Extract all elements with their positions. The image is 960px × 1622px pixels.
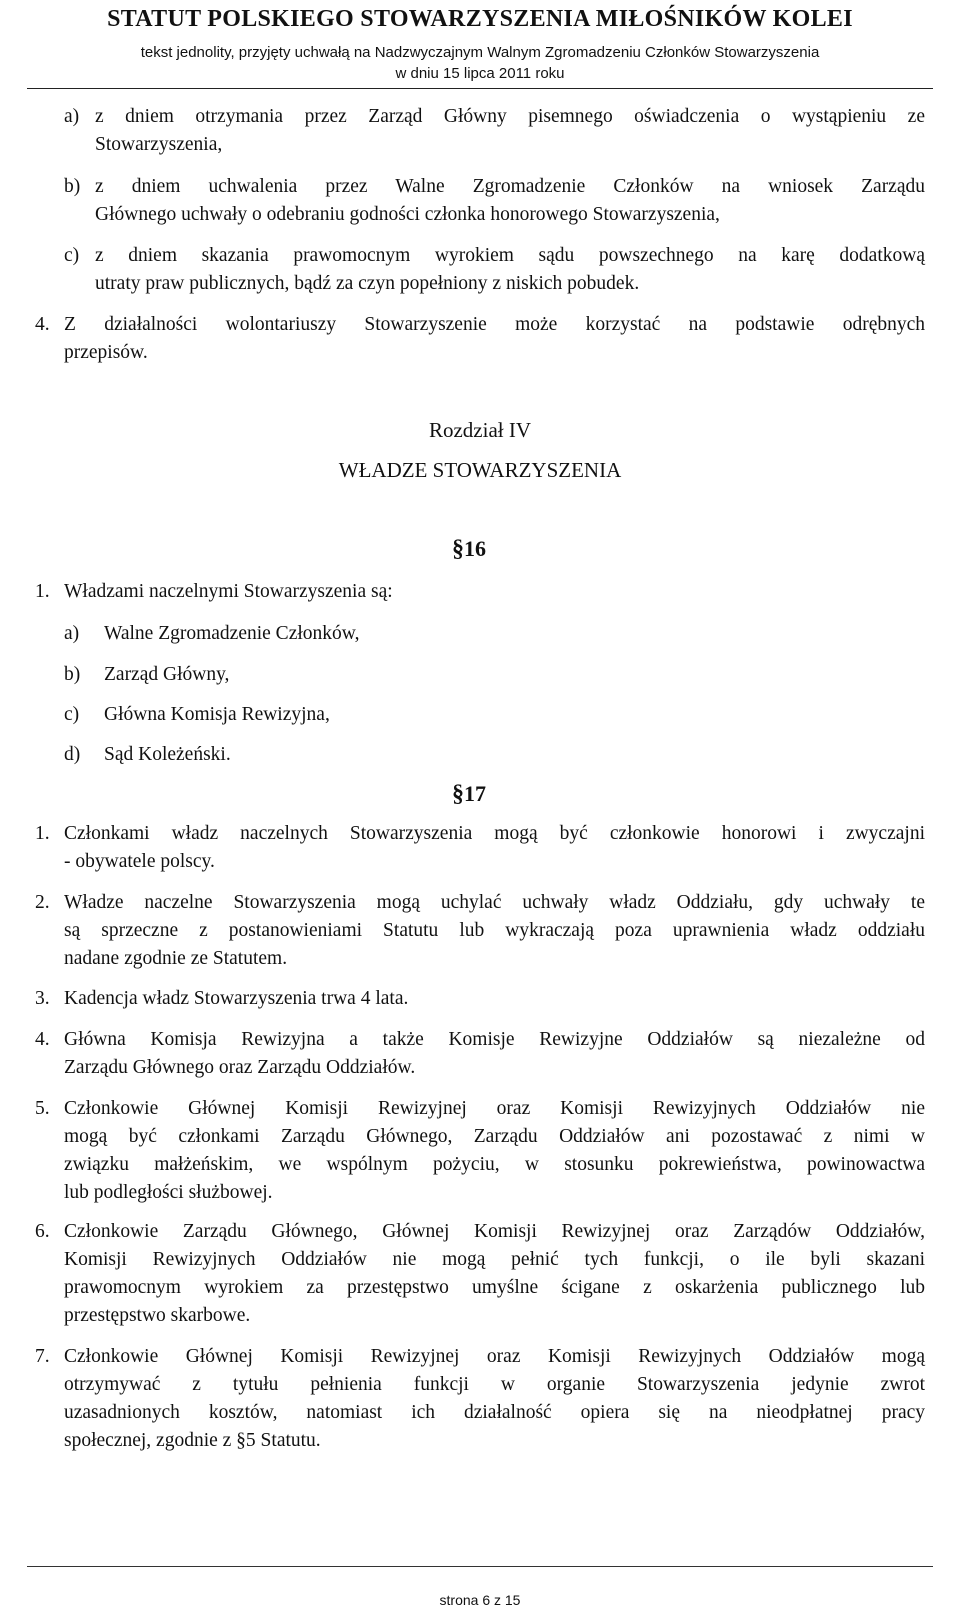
- paragraph-number-value: 17: [464, 781, 486, 806]
- list-item-text: prawomocnym wyrokiem za przestępstwo umyślne ścigane z oskarżenia publicznego lub: [64, 1277, 925, 1298]
- list-item-text: Zarządu Głównego oraz Zarządu Oddziałów.: [64, 1057, 416, 1078]
- list-item-text: przestępstwo skarbowe.: [64, 1305, 251, 1326]
- list-item-label: 7.: [35, 1346, 50, 1367]
- page-number: strona 6 z 15: [439, 1592, 521, 1608]
- list-item-label: 1.: [35, 581, 50, 602]
- list-item-text: przepisów.: [64, 342, 148, 363]
- list-item-text: Głównego uchwały o odebraniu godności członka honorowego Stowarzyszenia,: [95, 204, 720, 225]
- list-item-text: Członkami władz naczelnych Stowarzyszenia mogą być członkowie honorowi i zwyczajni: [64, 823, 925, 844]
- list-item-label: 6.: [35, 1221, 50, 1242]
- list-item-text: mogą być członkami Zarządu Głównego, Zarządu Oddziałów ani pozostawać z nimi w: [64, 1126, 925, 1147]
- list-item-text: z dniem otrzymania przez Zarząd Główny pisemnego oświadczenia o wystąpieniu ze: [95, 106, 925, 127]
- list-item-text: Główna Komisja Rewizyjna a także Komisje Rewizyjne Oddziałów są niezależne od: [64, 1029, 925, 1050]
- list-item-text: uzasadnionych kosztów, natomiast ich działalność opiera się na nieodpłatnej pracy: [64, 1402, 925, 1423]
- list-item-text: Członkowie Zarządu Głównego, Głównej Komisji Rewizyjnej oraz Zarządów Oddziałów,: [64, 1221, 925, 1242]
- section-sign: §: [452, 781, 464, 807]
- list-item-text: Sąd Koleżeński.: [104, 744, 231, 765]
- list-item-label: 5.: [35, 1098, 50, 1119]
- list-item-text: związku małżeńskim, we wspólnym pożyciu, w stosunku pokrewieństwa, powinowactwa: [64, 1154, 925, 1175]
- list-item-label: d): [64, 744, 81, 765]
- statute-title: STATUT POLSKIEGO STOWARZYSZENIA MIŁOŚNIKÓW KOLEI: [107, 6, 853, 32]
- list-item-text: Z działalności wolontariuszy Stowarzyszenie może korzystać na podstawie odrębnych: [64, 314, 925, 335]
- list-item-text: Zarząd Główny,: [104, 664, 230, 685]
- list-item-label: 3.: [35, 988, 50, 1009]
- list-item-text: Członkowie Głównej Komisji Rewizyjnej oraz Komisji Rewizyjnych Oddziałów mogą: [64, 1346, 925, 1367]
- list-item-text: społecznej, zgodnie z §5 Statutu.: [64, 1430, 321, 1451]
- list-item-text: Stowarzyszenia,: [95, 134, 223, 155]
- list-item-label: a): [64, 623, 80, 644]
- section-sign: §: [452, 536, 464, 562]
- list-item-text: z dniem skazania prawomocnym wyrokiem sądu powszechnego na karę dodatkową: [95, 245, 925, 266]
- list-item-text: Członkowie Głównej Komisji Rewizyjnej oraz Komisji Rewizyjnych Oddziałów nie: [64, 1098, 925, 1119]
- header-divider: [27, 88, 933, 89]
- footer-divider: [27, 1566, 933, 1567]
- list-item-label: b): [64, 176, 81, 197]
- paragraph-number: [452, 781, 486, 808]
- list-item-text: Walne Zgromadzenie Członków,: [104, 623, 360, 644]
- list-item-label: a): [64, 106, 80, 127]
- list-item-text: Komisji Rewizyjnych Oddziałów nie mogą pełnić tych funkcji, o ile byli skazani: [64, 1249, 925, 1270]
- statute-date: w dniu 15 lipca 2011 roku: [395, 65, 565, 82]
- statute-subtitle: tekst jednolity, przyjęty uchwałą na Nadzwyczajnym Walnym Zgromadzeniu Członków Stowarzyszenia: [140, 44, 820, 61]
- paragraph-number-value: 16: [464, 536, 486, 561]
- list-item-label: c): [64, 245, 80, 266]
- chapter-title: Rozdział IV: [428, 418, 532, 442]
- list-item-text: otrzymywać z tytułu pełnienia funkcji w organie Stowarzyszenia jedynie zwrot: [64, 1374, 925, 1395]
- list-item-label: c): [64, 704, 80, 725]
- list-item-text: są sprzeczne z postanowieniami Statutu lub wykraczają poza uprawnienia władz oddziału: [64, 920, 925, 941]
- list-item-text: Władze naczelne Stowarzyszenia mogą uchylać uchwały władz Oddziału, gdy uchwały te: [64, 892, 925, 913]
- list-item-text: Główna Komisja Rewizyjna,: [104, 704, 330, 725]
- list-item-text: lub podległości służbowej.: [64, 1182, 273, 1203]
- list-item-text: Władzami naczelnymi Stowarzyszenia są:: [64, 581, 393, 602]
- list-item-label: 4.: [35, 1029, 50, 1050]
- list-item-text: nadane zgodnie ze Statutem.: [64, 948, 288, 969]
- list-item-label: 1.: [35, 823, 50, 844]
- chapter-heading: WŁADZE STOWARZYSZENIA: [338, 458, 622, 482]
- list-item-text: utraty praw publicznych, bądź za czyn popełniony z niskich pobudek.: [95, 273, 640, 294]
- list-item-text: z dniem uchwalenia przez Walne Zgromadzenie Członków na wniosek Zarządu: [95, 176, 925, 197]
- list-item-text: - obywatele polscy.: [64, 851, 215, 872]
- list-item-label: b): [64, 664, 81, 685]
- list-item-label: 2.: [35, 892, 50, 913]
- paragraph-number: [452, 536, 486, 563]
- list-item-text: Kadencja władz Stowarzyszenia trwa 4 lata.: [64, 988, 409, 1009]
- list-item-label: 4.: [35, 314, 50, 335]
